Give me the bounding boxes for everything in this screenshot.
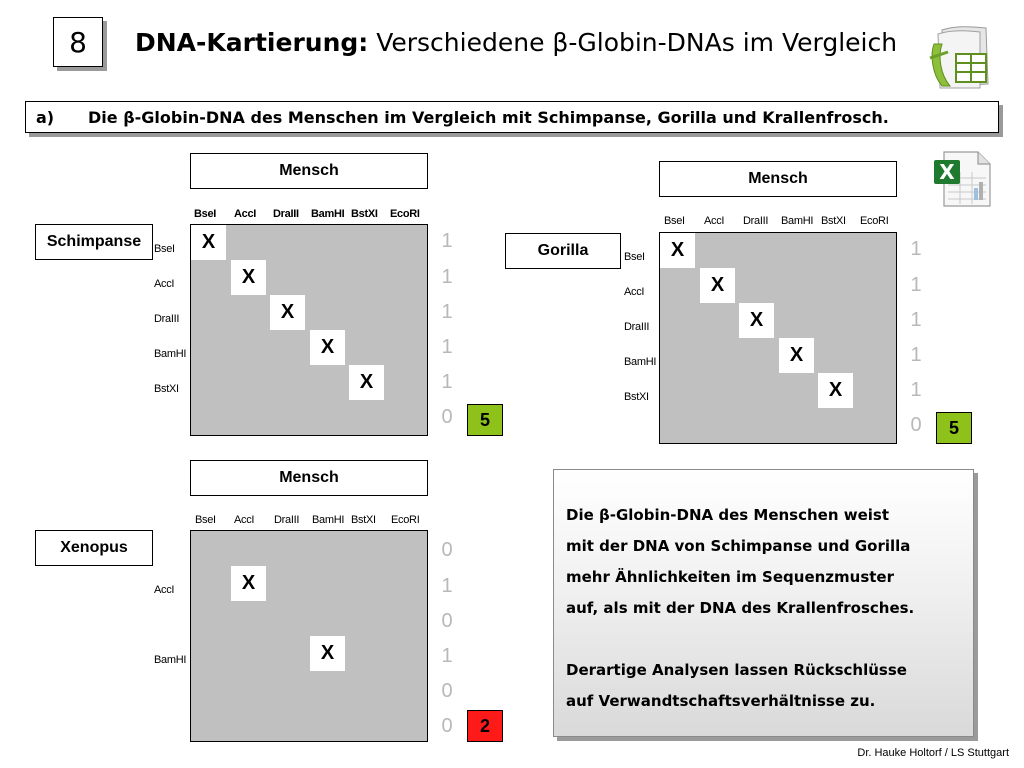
row-header: AccI (154, 584, 175, 596)
col-header: EcoRI (390, 208, 420, 220)
row-score: 1 (441, 371, 453, 393)
section-a-text: Die β-Globin-DNA des Menschen im Vergleich mit Schimpanse, Gorilla und Krallenfrosch. (88, 107, 889, 127)
conclusion-line: Die β-Globin-DNA des Menschen weist (566, 506, 890, 524)
section-a-header (25, 101, 999, 133)
footer-author: Dr. Hauke Holtorf / LS Stuttgart (857, 747, 1009, 759)
conclusion-line: auf, als mit der DNA des Krallenfrosches. (566, 599, 915, 617)
panel3-header: Mensch (279, 469, 339, 486)
col-header: AccI (234, 514, 255, 526)
row-header: BamHI (154, 348, 187, 360)
panel2-species-box (505, 233, 621, 269)
row-score: 0 (910, 414, 922, 436)
col-header: BamHI (311, 208, 345, 220)
panel1-total: 5 (479, 409, 490, 430)
panel2-column-headers (662, 215, 902, 229)
panel1-header: Mensch (279, 162, 339, 179)
col-header: EcoRI (860, 215, 889, 227)
panel2-species: Gorilla (537, 242, 589, 259)
row-score: 1 (441, 575, 453, 597)
match-cell: X (739, 303, 774, 338)
match-cell: X (779, 338, 814, 373)
row-score: 1 (910, 274, 922, 296)
match-cell: X (818, 373, 853, 408)
panel2-header-box (659, 161, 897, 197)
row-score: 1 (441, 336, 453, 358)
row-header: BstXI (154, 383, 179, 395)
row-header: DraIII (624, 321, 650, 333)
row-score: 1 (910, 344, 922, 366)
panel3-row-headers (154, 530, 190, 740)
match-cell: X (700, 268, 735, 303)
col-header: EcoRI (391, 514, 420, 526)
svg-text:X: X (939, 160, 955, 184)
page-title (135, 28, 897, 57)
conclusion-line: Derartige Analysen lassen Rückschlüsse (566, 661, 907, 679)
row-score: 1 (910, 238, 922, 260)
conclusion-line: mehr Ähnlichkeiten im Sequenzmuster (566, 568, 895, 586)
panel2-scores (906, 238, 926, 448)
panel1-species-box (35, 224, 153, 260)
row-header: AccI (154, 278, 175, 290)
row-score: 1 (441, 266, 453, 288)
page-title-bold: DNA-Kartierung: (135, 28, 369, 57)
panel1-matrix (190, 224, 428, 436)
panel3-total-badge (467, 710, 503, 742)
panel1-total-badge (467, 404, 503, 436)
section-a-label: a) (36, 107, 55, 127)
panel2-header: Mensch (748, 170, 808, 187)
col-header: BamHI (312, 514, 345, 526)
match-cell: X (310, 330, 345, 365)
panel1-row-headers (154, 224, 190, 434)
conclusion-line: mit der DNA von Schimpanse und Gorilla (566, 537, 911, 555)
excel-file-icon[interactable] (932, 148, 994, 210)
row-score: 1 (441, 230, 453, 252)
row-score: 1 (910, 309, 922, 331)
col-header: BstXI (351, 208, 378, 220)
panel3-total: 2 (479, 715, 490, 736)
row-header: BamHI (624, 356, 657, 368)
match-cell: X (270, 295, 305, 330)
row-header: BseI (624, 251, 645, 263)
panel1-scores (437, 230, 457, 440)
panel2-row-headers (624, 232, 660, 442)
col-header: BamHI (781, 215, 814, 227)
match-cell: X (660, 233, 695, 268)
panel3-species-box (35, 530, 153, 566)
page-title-rest: Verschiedene β-Globin-DNAs im Vergleich (368, 28, 898, 57)
match-cell: X (231, 566, 266, 601)
panel3-column-headers (193, 514, 433, 528)
row-header: BamHI (154, 654, 187, 666)
match-cell: X (310, 636, 345, 671)
panel3-species: Xenopus (60, 539, 128, 556)
row-score: 1 (441, 301, 453, 323)
col-header: BseI (194, 208, 217, 220)
col-header: DraIII (274, 514, 300, 526)
panel1-column-headers (191, 208, 431, 222)
row-score: 0 (441, 680, 453, 702)
panel3-header-box (190, 460, 428, 496)
slide-number: 8 (69, 25, 87, 59)
match-cell: X (349, 365, 384, 400)
panel2-matrix (659, 232, 897, 444)
panel3-matrix (190, 530, 428, 742)
conclusion-box (553, 469, 974, 737)
match-cell: X (231, 260, 266, 295)
col-header: BseI (664, 215, 685, 227)
col-header: DraIII (273, 208, 299, 220)
row-header: BseI (154, 243, 175, 255)
panel3-scores (437, 539, 457, 749)
panel2-total: 5 (948, 417, 959, 438)
row-score: 0 (441, 406, 453, 428)
col-header: AccI (704, 215, 725, 227)
conclusion-line: auf Verwandtschaftsverhältnisse zu. (566, 692, 876, 710)
col-header: AccI (234, 208, 257, 220)
row-header: AccI (624, 286, 645, 298)
row-score: 0 (441, 539, 453, 561)
row-header: BstXI (624, 391, 649, 403)
row-score: 1 (441, 645, 453, 667)
row-score: 0 (441, 610, 453, 632)
panel1-species: Schimpanse (46, 233, 142, 250)
col-header: BseI (195, 514, 216, 526)
match-cell: X (191, 225, 226, 260)
row-header: DraIII (154, 313, 180, 325)
col-header: BstXI (351, 514, 376, 526)
slide-number-box (53, 17, 103, 67)
col-header: DraIII (743, 215, 769, 227)
row-score: 0 (441, 715, 453, 737)
panel2-total-badge (936, 412, 972, 444)
panel1-header-box (190, 153, 428, 189)
spreadsheet-document-icon[interactable] (928, 24, 992, 90)
col-header: BstXI (821, 215, 846, 227)
row-score: 1 (910, 379, 922, 401)
